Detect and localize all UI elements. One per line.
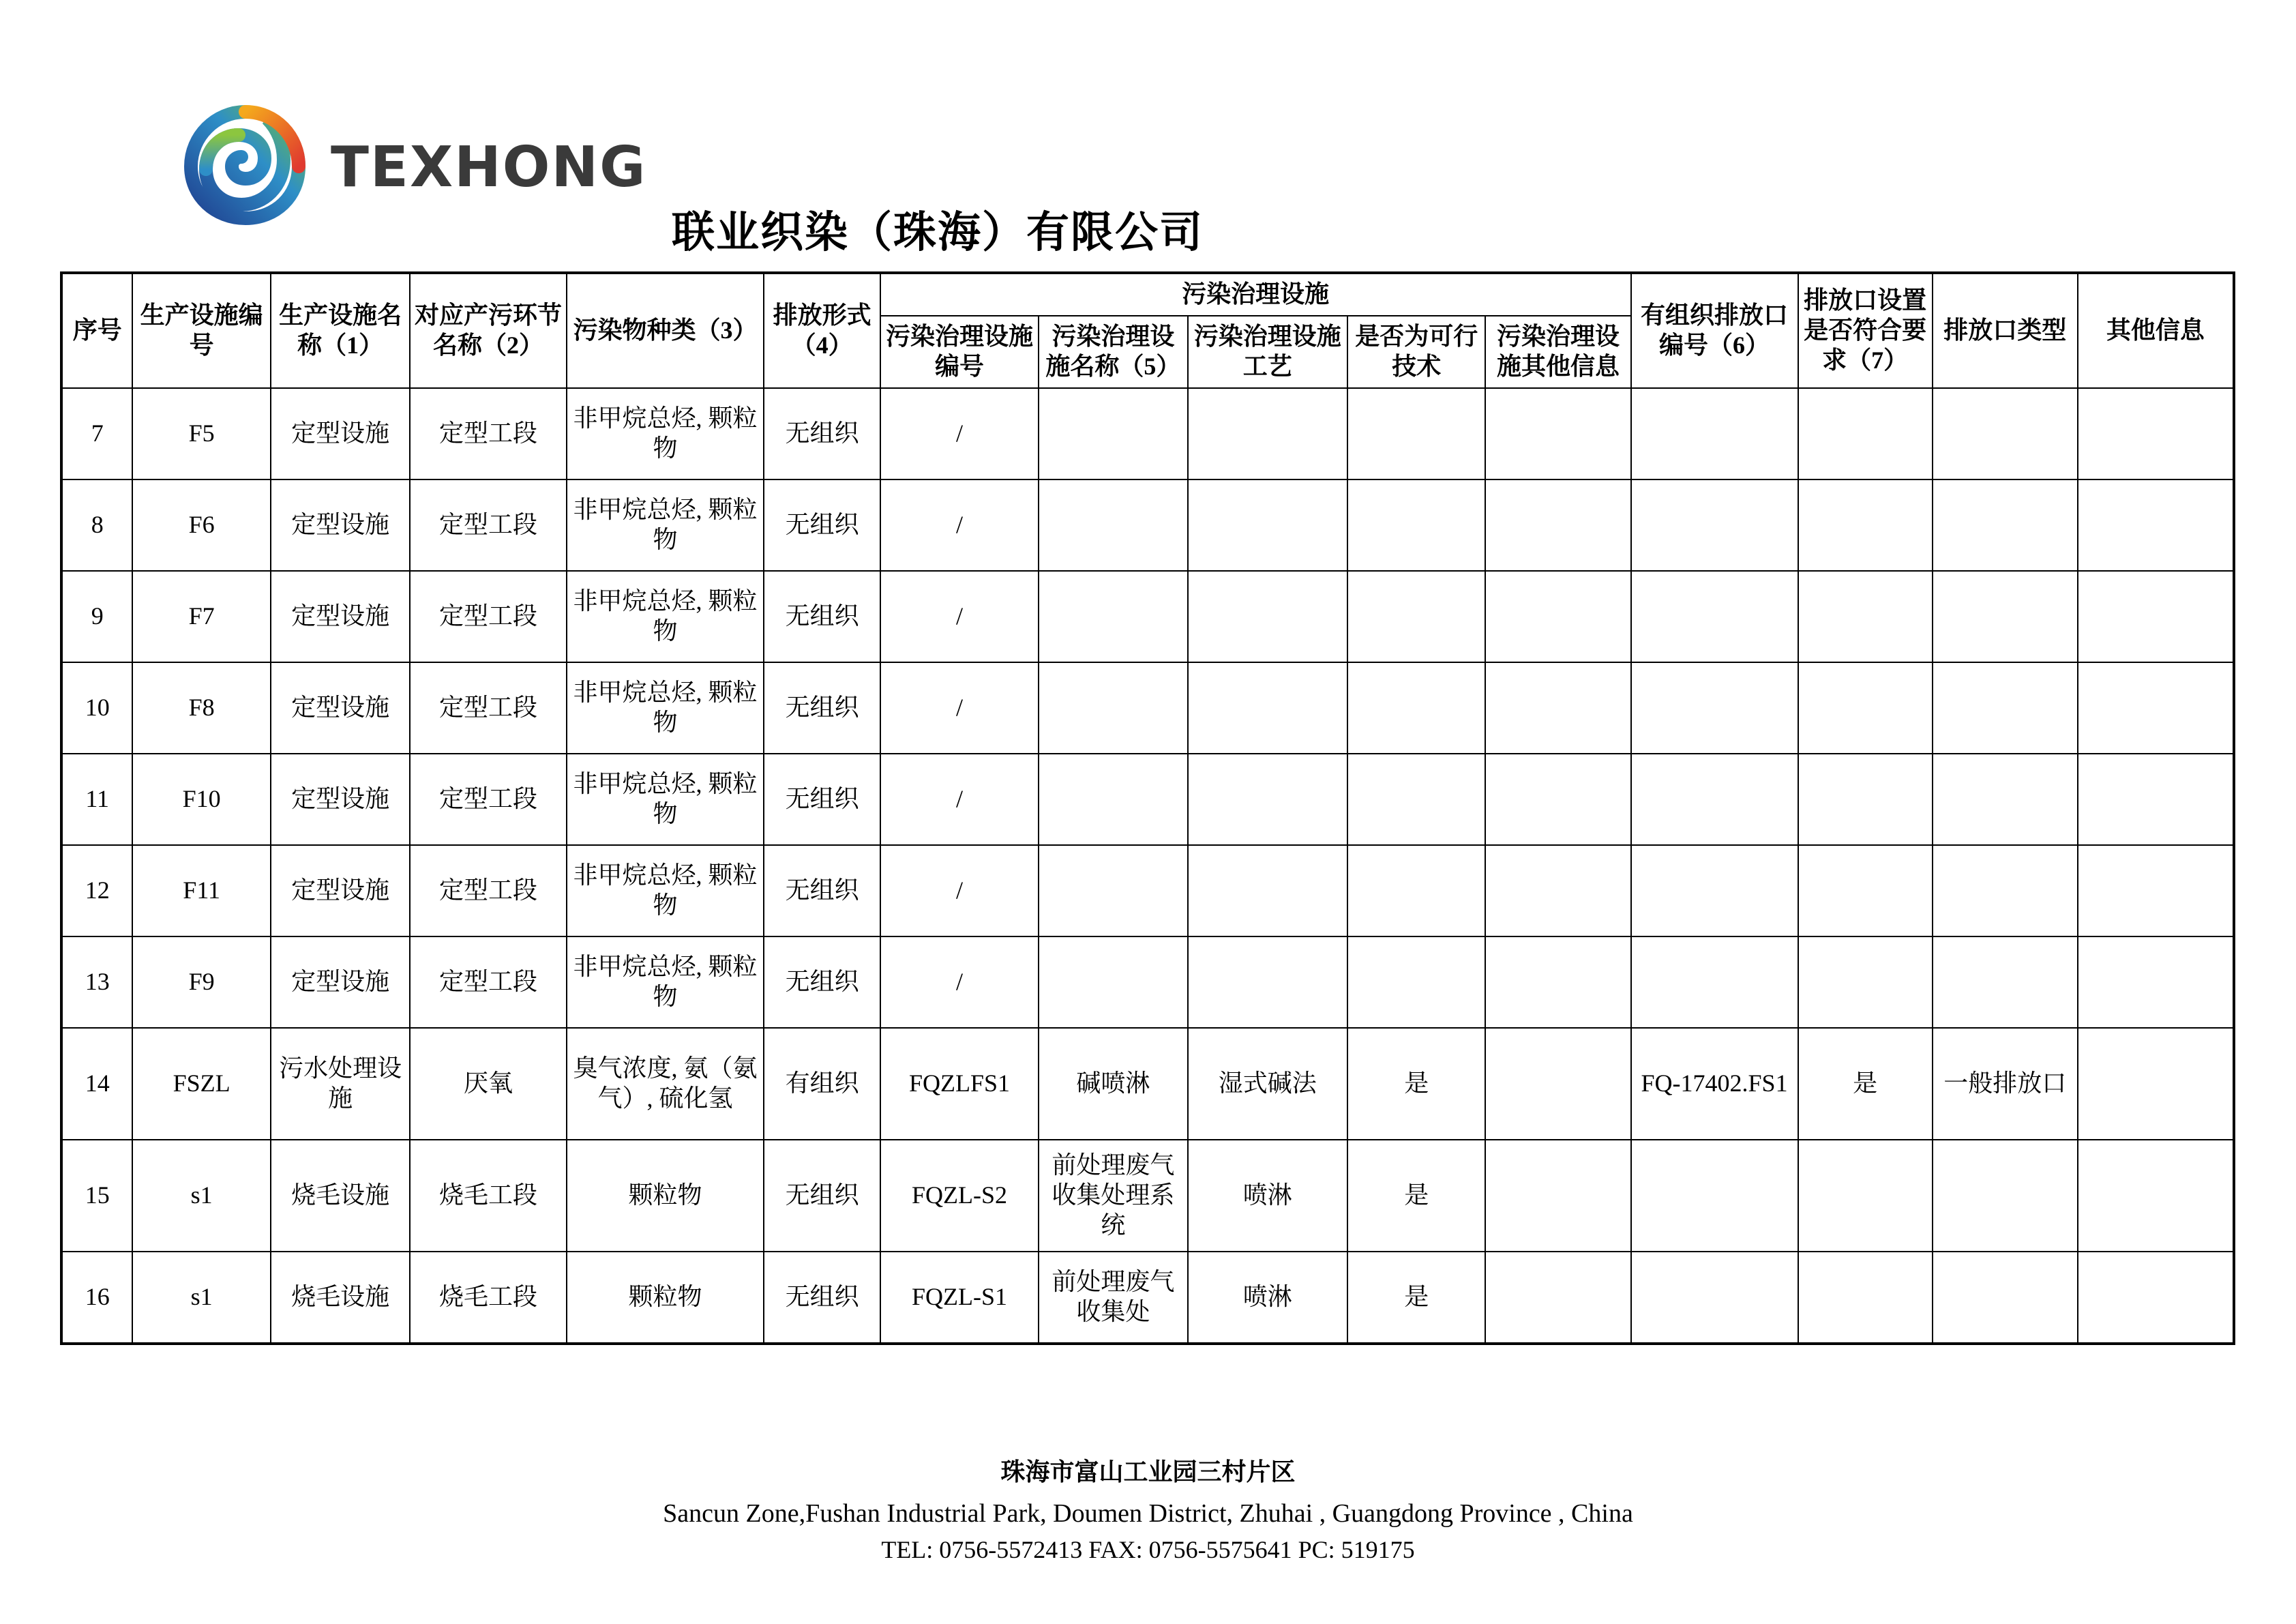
table-row bbox=[61, 936, 2234, 1028]
col-outlet-code: 有组织排放口编号（6） bbox=[1631, 273, 1798, 388]
cell-outlet-compliance bbox=[1798, 662, 1933, 754]
cell-facility-code: F6 bbox=[132, 479, 270, 571]
cell-treat-name: 前处理废气收集处理系统 bbox=[1039, 1140, 1187, 1252]
col-feasible: 是否为可行技术 bbox=[1347, 316, 1485, 388]
col-emission-form: 排放形式（4） bbox=[764, 273, 880, 388]
cell-treat-process: 喷淋 bbox=[1188, 1140, 1347, 1252]
cell-pollutant: 臭气浓度, 氨（氨气）, 硫化氢 bbox=[567, 1028, 764, 1140]
col-treat-other: 污染治理设施其他信息 bbox=[1485, 316, 1630, 388]
cell-pollutant: 非甲烷总烃, 颗粒物 bbox=[567, 845, 764, 936]
cell-process-name: 定型工段 bbox=[410, 662, 566, 754]
cell-outlet-type bbox=[1933, 479, 2078, 571]
cell-treat-code: / bbox=[880, 662, 1039, 754]
table-row bbox=[61, 388, 2234, 479]
cell-treat-code: / bbox=[880, 845, 1039, 936]
cell-facility-code: F9 bbox=[132, 936, 270, 1028]
cell-process-name: 定型工段 bbox=[410, 754, 566, 845]
cell-treat-name: 碱喷淋 bbox=[1039, 1028, 1187, 1140]
logo-wordmark: TEXHONG bbox=[331, 135, 647, 200]
cell-outlet-code: FQ-17402.FS1 bbox=[1631, 1028, 1798, 1140]
cell-facility-name: 定型设施 bbox=[271, 388, 411, 479]
table-body bbox=[61, 388, 2234, 1344]
cell-treat-other bbox=[1485, 754, 1630, 845]
company-logo bbox=[176, 102, 646, 225]
cell-seq: 11 bbox=[61, 754, 132, 845]
cell-outlet-code bbox=[1631, 388, 1798, 479]
cell-process-name: 烧毛工段 bbox=[410, 1252, 566, 1344]
cell-treat-code: FQZL-S2 bbox=[880, 1140, 1039, 1252]
cell-other bbox=[2078, 845, 2234, 936]
cell-other bbox=[2078, 662, 2234, 754]
table-head bbox=[61, 273, 2234, 388]
cell-other bbox=[2078, 479, 2234, 571]
cell-emission-form: 无组织 bbox=[764, 662, 880, 754]
cell-outlet-type bbox=[1933, 1252, 2078, 1344]
cell-emission-form: 无组织 bbox=[764, 1252, 880, 1344]
cell-seq: 7 bbox=[61, 388, 132, 479]
cell-treat-process bbox=[1188, 571, 1347, 662]
table-row bbox=[61, 1140, 2234, 1252]
cell-pollutant: 非甲烷总烃, 颗粒物 bbox=[567, 388, 764, 479]
cell-seq: 8 bbox=[61, 479, 132, 571]
col-seq: 序号 bbox=[61, 273, 132, 388]
cell-process-name: 定型工段 bbox=[410, 571, 566, 662]
cell-emission-form: 无组织 bbox=[764, 388, 880, 479]
cell-seq: 15 bbox=[61, 1140, 132, 1252]
cell-facility-name: 定型设施 bbox=[271, 571, 411, 662]
cell-treat-other bbox=[1485, 936, 1630, 1028]
cell-other bbox=[2078, 754, 2234, 845]
cell-treat-name bbox=[1039, 571, 1187, 662]
cell-outlet-compliance bbox=[1798, 936, 1933, 1028]
cell-pollutant: 非甲烷总烃, 颗粒物 bbox=[567, 754, 764, 845]
cell-outlet-type bbox=[1933, 754, 2078, 845]
cell-facility-name: 定型设施 bbox=[271, 479, 411, 571]
cell-facility-name: 污水处理设施 bbox=[271, 1028, 411, 1140]
cell-treat-name: 前处理废气收集处 bbox=[1039, 1252, 1187, 1344]
cell-other bbox=[2078, 388, 2234, 479]
cell-facility-code: F11 bbox=[132, 845, 270, 936]
cell-outlet-type: 一般排放口 bbox=[1933, 1028, 2078, 1140]
cell-facility-name: 定型设施 bbox=[271, 936, 411, 1028]
cell-treat-code: / bbox=[880, 754, 1039, 845]
cell-feasible: 是 bbox=[1347, 1252, 1485, 1344]
col-outlet-compliance: 排放口设置是否符合要求（7） bbox=[1798, 273, 1933, 388]
cell-outlet-compliance bbox=[1798, 479, 1933, 571]
cell-treat-code: / bbox=[880, 388, 1039, 479]
cell-treat-process bbox=[1188, 936, 1347, 1028]
cell-pollutant: 非甲烷总烃, 颗粒物 bbox=[567, 571, 764, 662]
cell-outlet-type bbox=[1933, 662, 2078, 754]
col-facility-code: 生产设施编号 bbox=[132, 273, 270, 388]
cell-facility-code: s1 bbox=[132, 1252, 270, 1344]
cell-treat-other bbox=[1485, 1140, 1630, 1252]
cell-outlet-type bbox=[1933, 845, 2078, 936]
cell-outlet-compliance: 是 bbox=[1798, 1028, 1933, 1140]
cell-treat-other bbox=[1485, 571, 1630, 662]
footer-address-cn: 珠海市富山工业园三村片区 bbox=[1000, 1458, 1296, 1486]
table-row bbox=[61, 1028, 2234, 1140]
cell-outlet-type bbox=[1933, 571, 2078, 662]
table-row bbox=[61, 845, 2234, 936]
cell-treat-name bbox=[1039, 662, 1187, 754]
cell-emission-form: 无组织 bbox=[764, 571, 880, 662]
cell-treat-other bbox=[1485, 1028, 1630, 1140]
cell-emission-form: 有组织 bbox=[764, 1028, 880, 1140]
cell-facility-code: F5 bbox=[132, 388, 270, 479]
cell-facility-code: FSZL bbox=[132, 1028, 270, 1140]
cell-outlet-code bbox=[1631, 845, 1798, 936]
cell-treat-other bbox=[1485, 388, 1630, 479]
cell-outlet-code bbox=[1631, 479, 1798, 571]
cell-process-name: 定型工段 bbox=[410, 936, 566, 1028]
cell-facility-code: s1 bbox=[132, 1140, 270, 1252]
cell-treat-name bbox=[1039, 479, 1187, 571]
cell-feasible bbox=[1347, 754, 1485, 845]
cell-outlet-compliance bbox=[1798, 388, 1933, 479]
table-row bbox=[61, 754, 2234, 845]
pollution-facility-table bbox=[60, 271, 2235, 1345]
cell-treat-name bbox=[1039, 845, 1187, 936]
cell-treat-process bbox=[1188, 662, 1347, 754]
cell-emission-form: 无组织 bbox=[764, 845, 880, 936]
cell-other bbox=[2078, 1028, 2234, 1140]
cell-facility-code: F8 bbox=[132, 662, 270, 754]
cell-outlet-compliance bbox=[1798, 1140, 1933, 1252]
cell-outlet-type bbox=[1933, 1140, 2078, 1252]
cell-outlet-code bbox=[1631, 754, 1798, 845]
col-treat-name: 污染治理设施名称（5） bbox=[1039, 316, 1187, 388]
cell-feasible bbox=[1347, 479, 1485, 571]
cell-seq: 13 bbox=[61, 936, 132, 1028]
cell-other bbox=[2078, 936, 2234, 1028]
cell-pollutant: 颗粒物 bbox=[567, 1140, 764, 1252]
cell-process-name: 定型工段 bbox=[410, 388, 566, 479]
cell-treat-name bbox=[1039, 754, 1187, 845]
cell-outlet-compliance bbox=[1798, 754, 1933, 845]
cell-pollutant: 非甲烷总烃, 颗粒物 bbox=[567, 479, 764, 571]
cell-outlet-type bbox=[1933, 936, 2078, 1028]
cell-treat-code: / bbox=[880, 571, 1039, 662]
cell-facility-code: F10 bbox=[132, 754, 270, 845]
cell-seq: 16 bbox=[61, 1252, 132, 1344]
col-other-info: 其他信息 bbox=[2078, 273, 2234, 388]
table-row bbox=[61, 662, 2234, 754]
cell-emission-form: 无组织 bbox=[764, 1140, 880, 1252]
cell-other bbox=[2078, 1252, 2234, 1344]
table-row bbox=[61, 479, 2234, 571]
col-treat-process: 污染治理设施工艺 bbox=[1188, 316, 1347, 388]
cell-emission-form: 无组织 bbox=[764, 936, 880, 1028]
cell-pollutant: 颗粒物 bbox=[567, 1252, 764, 1344]
cell-treat-other bbox=[1485, 845, 1630, 936]
cell-facility-code: F7 bbox=[132, 571, 270, 662]
cell-facility-name: 定型设施 bbox=[271, 845, 411, 936]
cell-seq: 10 bbox=[61, 662, 132, 754]
col-treat-code: 污染治理设施编号 bbox=[880, 316, 1039, 388]
footer-contact: TEL: 0756-5572413 FAX: 0756-5575641 PC: 519175 bbox=[881, 1536, 1415, 1563]
cell-treat-code: FQZL-S1 bbox=[880, 1252, 1039, 1344]
table bbox=[60, 271, 2235, 1345]
cell-outlet-compliance bbox=[1798, 845, 1933, 936]
cell-outlet-compliance bbox=[1798, 1252, 1933, 1344]
cell-other bbox=[2078, 571, 2234, 662]
cell-outlet-code bbox=[1631, 936, 1798, 1028]
cell-feasible bbox=[1347, 662, 1485, 754]
table-row bbox=[61, 571, 2234, 662]
cell-process-name: 厌氧 bbox=[410, 1028, 566, 1140]
cell-process-name: 定型工段 bbox=[410, 479, 566, 571]
cell-treat-name bbox=[1039, 936, 1187, 1028]
cell-outlet-compliance bbox=[1798, 571, 1933, 662]
col-pollutant: 污染物种类（3） bbox=[567, 273, 764, 388]
cell-treat-process bbox=[1188, 479, 1347, 571]
cell-seq: 12 bbox=[61, 845, 132, 936]
cell-treat-code: / bbox=[880, 936, 1039, 1028]
cell-treat-process: 湿式碱法 bbox=[1188, 1028, 1347, 1140]
cell-treat-process bbox=[1188, 754, 1347, 845]
cell-treat-name bbox=[1039, 388, 1187, 479]
cell-treat-process bbox=[1188, 845, 1347, 936]
table-row bbox=[61, 1252, 2234, 1344]
page-title: 联业织染（珠海）有限公司 bbox=[672, 209, 1204, 256]
cell-outlet-code bbox=[1631, 1252, 1798, 1344]
texhong-ring-logo bbox=[176, 102, 316, 225]
col-group-treatment: 污染治理设施 bbox=[880, 273, 1631, 316]
cell-other bbox=[2078, 1140, 2234, 1252]
cell-treat-other bbox=[1485, 479, 1630, 571]
footer-address-en: Sancun Zone,Fushan Industrial Park, Doumen District, Zhuhai , Guangdong Province , China bbox=[663, 1499, 1633, 1528]
cell-facility-name: 定型设施 bbox=[271, 662, 411, 754]
cell-feasible: 是 bbox=[1347, 1140, 1485, 1252]
cell-feasible: 是 bbox=[1347, 1028, 1485, 1140]
cell-emission-form: 无组织 bbox=[764, 479, 880, 571]
cell-facility-name: 定型设施 bbox=[271, 754, 411, 845]
cell-outlet-code bbox=[1631, 662, 1798, 754]
cell-emission-form: 无组织 bbox=[764, 754, 880, 845]
cell-process-name: 定型工段 bbox=[410, 845, 566, 936]
cell-pollutant: 非甲烷总烃, 颗粒物 bbox=[567, 936, 764, 1028]
cell-feasible bbox=[1347, 571, 1485, 662]
cell-treat-code: / bbox=[880, 479, 1039, 571]
cell-outlet-code bbox=[1631, 571, 1798, 662]
cell-treat-process: 喷淋 bbox=[1188, 1252, 1347, 1344]
cell-treat-process bbox=[1188, 388, 1347, 479]
cell-feasible bbox=[1347, 845, 1485, 936]
cell-seq: 9 bbox=[61, 571, 132, 662]
cell-feasible bbox=[1347, 936, 1485, 1028]
cell-outlet-type bbox=[1933, 388, 2078, 479]
cell-seq: 14 bbox=[61, 1028, 132, 1140]
col-facility-name: 生产设施名称（1） bbox=[271, 273, 411, 388]
cell-treat-other bbox=[1485, 662, 1630, 754]
col-outlet-type: 排放口类型 bbox=[1933, 273, 2078, 388]
cell-pollutant: 非甲烷总烃, 颗粒物 bbox=[567, 662, 764, 754]
col-process-name: 对应产污环节名称（2） bbox=[410, 273, 566, 388]
cell-process-name: 烧毛工段 bbox=[410, 1140, 566, 1252]
cell-outlet-code bbox=[1631, 1140, 1798, 1252]
cell-treat-other bbox=[1485, 1252, 1630, 1344]
cell-facility-name: 烧毛设施 bbox=[271, 1140, 411, 1252]
table-group-header-row bbox=[61, 273, 2234, 316]
document-footer bbox=[0, 1453, 2296, 1564]
document-header bbox=[0, 0, 2296, 256]
cell-feasible bbox=[1347, 388, 1485, 479]
cell-treat-code: FQZLFS1 bbox=[880, 1028, 1039, 1140]
cell-facility-name: 烧毛设施 bbox=[271, 1252, 411, 1344]
